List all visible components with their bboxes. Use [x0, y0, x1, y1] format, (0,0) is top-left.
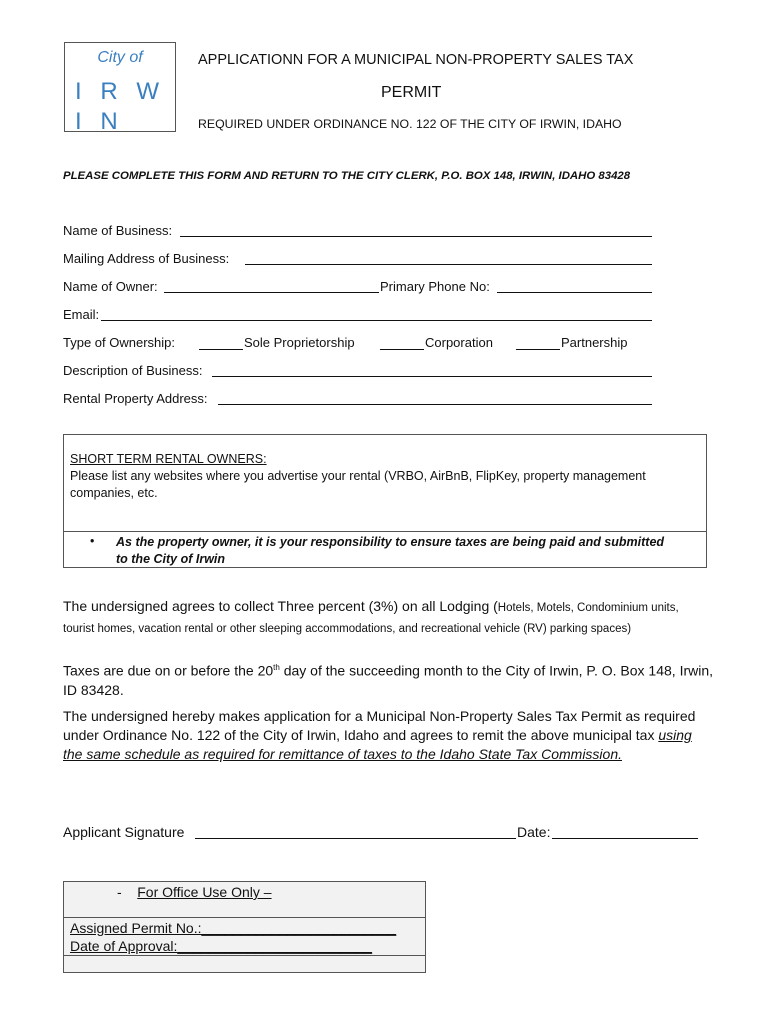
- sole-proprietorship-checkline[interactable]: [199, 349, 243, 350]
- signature-label: Applicant Signature: [63, 824, 185, 840]
- primary-phone-line[interactable]: [497, 292, 652, 293]
- form-title: APPLICATIONN FOR A MUNICIPAL NON-PROPERTY SALES TAX: [198, 52, 634, 68]
- business-name-line[interactable]: [180, 236, 652, 237]
- partnership-checkline[interactable]: [516, 349, 560, 350]
- ownership-type-label: Type of Ownership:: [63, 335, 175, 350]
- owner-responsibility-note: As the property owner, it is your responsibility to ensure taxes are being paid and submitted to the City of Irwin: [116, 535, 665, 566]
- instructions: PLEASE COMPLETE THIS FORM AND RETURN TO THE CITY CLERK, P.O. BOX 148, IRWIN, IDAHO 83428: [63, 170, 631, 182]
- due-date-paragraph: Taxes are due on or before the 20th day of the succeeding month to the City of Irwin, P. O. Box 148, Irwin, ID 83428.: [63, 662, 714, 698]
- signature-line[interactable]: [195, 838, 516, 839]
- description-line[interactable]: [212, 376, 652, 377]
- option-partnership: Partnership: [561, 335, 628, 350]
- box-divider: [64, 531, 706, 532]
- mailing-address-label: Mailing Address of Business:: [63, 251, 230, 266]
- mailing-address-line[interactable]: [245, 264, 652, 265]
- option-sole-proprietorship: Sole Proprietorship: [244, 335, 355, 350]
- lodging-tax-paragraph: The undersigned agrees to collect Three percent (3%) on all Lodging (Hotels, Motels, Condominium units, tourist homes, vacation rental or other sleeping accommodations, and recreational vehicle (RV) parking spaces): [63, 598, 679, 635]
- owner-name-label: Name of Owner:: [63, 279, 158, 294]
- rental-address-label: Rental Property Address:: [63, 391, 208, 406]
- office-use-title: - For Office Use Only –: [117, 884, 272, 900]
- application-paragraph: The undersigned hereby makes application for a Municipal Non-Property Sales Tax Permit as required under Ordinance No. 122 of the City of Irwin, Idaho and agrees to remit the above municipal tax using the same schedule as required for remittance of taxes to the Idaho State Tax Commission.: [63, 708, 696, 762]
- form-subtitle: REQUIRED UNDER ORDINANCE NO. 122 OF THE CITY OF IRWIN, IDAHO: [198, 117, 622, 131]
- rental-address-line[interactable]: [218, 404, 652, 405]
- office-box-divider: [64, 955, 425, 956]
- primary-phone-label: Primary Phone No:: [380, 279, 490, 294]
- logo-city-name: I R W I N: [75, 78, 165, 135]
- form-title-permit: PERMIT: [381, 84, 442, 101]
- description-label: Description of Business:: [63, 363, 203, 378]
- approval-date-label: Date of Approval:_________________________: [70, 938, 373, 954]
- logo-city-of: City of: [97, 49, 143, 66]
- email-line[interactable]: [101, 320, 652, 321]
- date-line[interactable]: [552, 838, 698, 839]
- option-corporation: Corporation: [425, 335, 493, 350]
- date-label: Date:: [517, 824, 551, 840]
- short-term-rental-text: Please list any websites where you advertise your rental (VRBO, AirBnB, FlipKey, property management companies, etc.: [70, 469, 646, 500]
- short-term-rental-title: SHORT TERM RENTAL OWNERS:: [70, 452, 267, 466]
- city-logo: [64, 42, 176, 135]
- owner-name-line[interactable]: [164, 292, 379, 293]
- assigned-permit-label: Assigned Permit No.:_________________________: [70, 920, 397, 936]
- email-label: Email:: [63, 307, 100, 322]
- office-box-divider: [64, 917, 425, 918]
- business-name-label: Name of Business:: [63, 223, 173, 238]
- bullet-icon: •: [90, 534, 95, 548]
- corporation-checkline[interactable]: [380, 349, 424, 350]
